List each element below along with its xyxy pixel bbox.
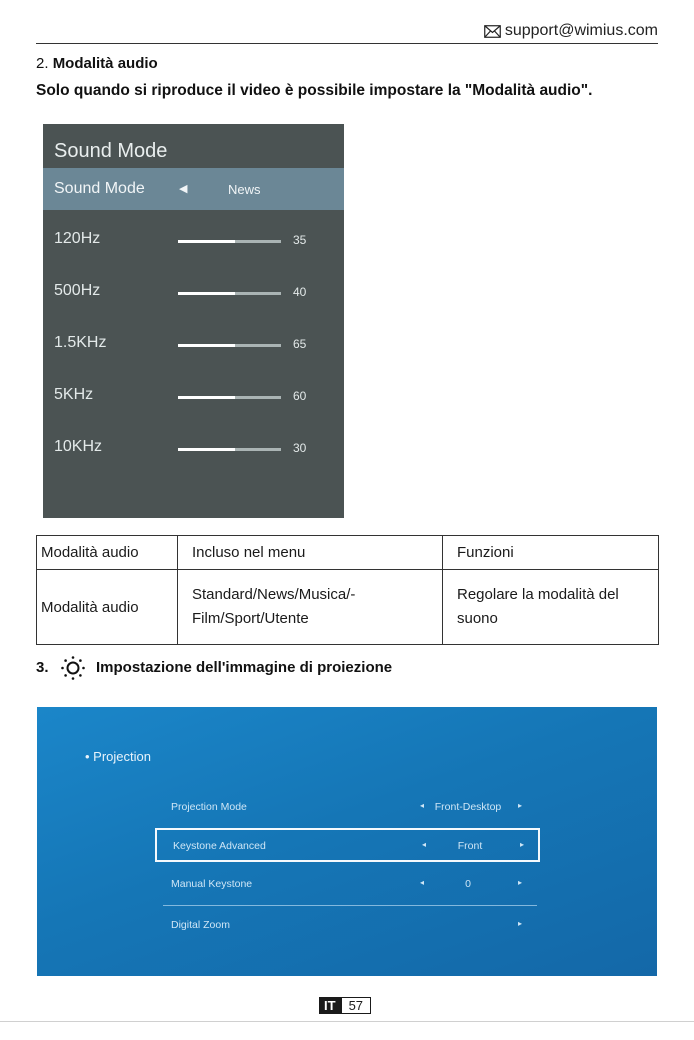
header-email bbox=[484, 22, 658, 40]
table-cell-function bbox=[443, 570, 659, 645]
eq-slider-track[interactable] bbox=[178, 396, 281, 399]
table-header-row bbox=[37, 536, 659, 570]
eq-slider-fill bbox=[178, 396, 235, 399]
header-rule bbox=[36, 43, 658, 44]
projection-row-digital-zoom[interactable] bbox=[155, 909, 540, 943]
sound-mode-value: News bbox=[228, 182, 261, 197]
section-2-title-text: Modalità audio bbox=[52, 55, 158, 72]
right-arrow-icon[interactable]: ▸ bbox=[518, 801, 523, 810]
projection-row-value: Front-Desktop bbox=[434, 801, 502, 813]
email-text: support@wimius.com bbox=[504, 22, 658, 39]
eq-slider-fill bbox=[178, 448, 235, 451]
eq-slider-fill bbox=[178, 292, 235, 295]
sound-mode-table bbox=[36, 535, 659, 645]
projection-row-keystone-advanced[interactable] bbox=[155, 828, 540, 862]
projection-row-value: Front bbox=[457, 840, 483, 852]
section-2-number: 2. bbox=[36, 55, 49, 72]
projection-row-label: Projection Mode bbox=[171, 801, 247, 813]
language-badge: IT bbox=[319, 997, 341, 1014]
function-line-1: Regolare la modalità del bbox=[457, 586, 619, 603]
eq-band-row[interactable] bbox=[43, 386, 344, 416]
eq-band-row[interactable] bbox=[43, 438, 344, 468]
projection-heading: • Projection bbox=[85, 749, 151, 764]
eq-band-label: 10KHz bbox=[54, 438, 103, 455]
eq-band-label: 5KHz bbox=[54, 386, 94, 403]
projection-row-label: Keystone Advanced bbox=[173, 840, 266, 852]
section-2-intro: Solo quando si riproduce il video è possibile impostare la "Modalità audio". bbox=[36, 82, 593, 99]
projection-row-label: Digital Zoom bbox=[171, 919, 230, 931]
right-arrow-icon[interactable]: ▸ bbox=[518, 878, 523, 887]
sound-mode-selector[interactable] bbox=[43, 168, 344, 210]
projection-row-value: 0 bbox=[465, 878, 471, 890]
mail-icon bbox=[484, 25, 501, 38]
table-cell-name: Modalità audio bbox=[37, 570, 178, 645]
eq-band-value: 40 bbox=[293, 285, 307, 299]
left-arrow-icon[interactable]: ◂ bbox=[422, 840, 427, 849]
eq-band-value: 65 bbox=[293, 337, 307, 351]
eq-band-label: 1.5KHz bbox=[54, 334, 107, 351]
eq-slider-track[interactable] bbox=[178, 292, 281, 295]
table-header-cell: Modalità audio bbox=[37, 536, 178, 570]
eq-slider-track[interactable] bbox=[178, 448, 281, 451]
eq-band-row[interactable] bbox=[43, 282, 344, 312]
eq-band-value: 35 bbox=[293, 233, 307, 247]
projection-divider bbox=[163, 905, 537, 906]
eq-slider-fill bbox=[178, 240, 235, 243]
projection-row-manual-keystone[interactable] bbox=[155, 868, 540, 902]
table-header-cell: Funzioni bbox=[443, 536, 659, 570]
left-arrow-icon[interactable]: ◂ bbox=[420, 801, 425, 810]
right-arrow-icon[interactable]: ▸ bbox=[518, 919, 523, 928]
eq-band-row[interactable] bbox=[43, 230, 344, 260]
section-2-title bbox=[36, 55, 158, 72]
projection-row-mode[interactable] bbox=[155, 791, 540, 825]
page-number-value: 57 bbox=[341, 997, 371, 1014]
section-3-number: 3. bbox=[36, 659, 49, 676]
sound-panel-title: Sound Mode bbox=[54, 140, 168, 162]
left-arrow-icon[interactable]: ◀ bbox=[179, 183, 188, 195]
projection-row-label: Manual Keystone bbox=[171, 878, 253, 890]
function-line-2: suono bbox=[457, 610, 498, 627]
right-arrow-icon[interactable]: ▸ bbox=[520, 840, 525, 849]
eq-band-row[interactable] bbox=[43, 334, 344, 364]
eq-band-label: 120Hz bbox=[54, 230, 101, 247]
sound-mode-label: Sound Mode bbox=[54, 180, 145, 197]
eq-band-value: 60 bbox=[293, 389, 307, 403]
eq-slider-track[interactable] bbox=[178, 240, 281, 243]
section-3-title bbox=[36, 659, 393, 676]
footer-rule bbox=[0, 1021, 694, 1022]
table-cell-menu bbox=[178, 570, 443, 645]
eq-slider-track[interactable] bbox=[178, 344, 281, 347]
table-header-cell: Incluso nel menu bbox=[178, 536, 443, 570]
section-3-title-text: Impostazione dell'immagine di proiezione bbox=[96, 659, 393, 676]
sound-mode-panel bbox=[43, 124, 344, 518]
eq-band-value: 30 bbox=[293, 441, 307, 455]
left-arrow-icon[interactable]: ◂ bbox=[420, 878, 425, 887]
table-row bbox=[37, 570, 659, 645]
menu-line-2: Film/Sport/Utente bbox=[192, 610, 309, 627]
projection-menu-screenshot bbox=[37, 707, 657, 976]
eq-slider-fill bbox=[178, 344, 235, 347]
eq-band-label: 500Hz bbox=[54, 282, 101, 299]
page-number bbox=[319, 997, 371, 1014]
sun-icon bbox=[60, 655, 86, 681]
menu-line-1: Standard/News/Musica/- bbox=[192, 586, 356, 603]
